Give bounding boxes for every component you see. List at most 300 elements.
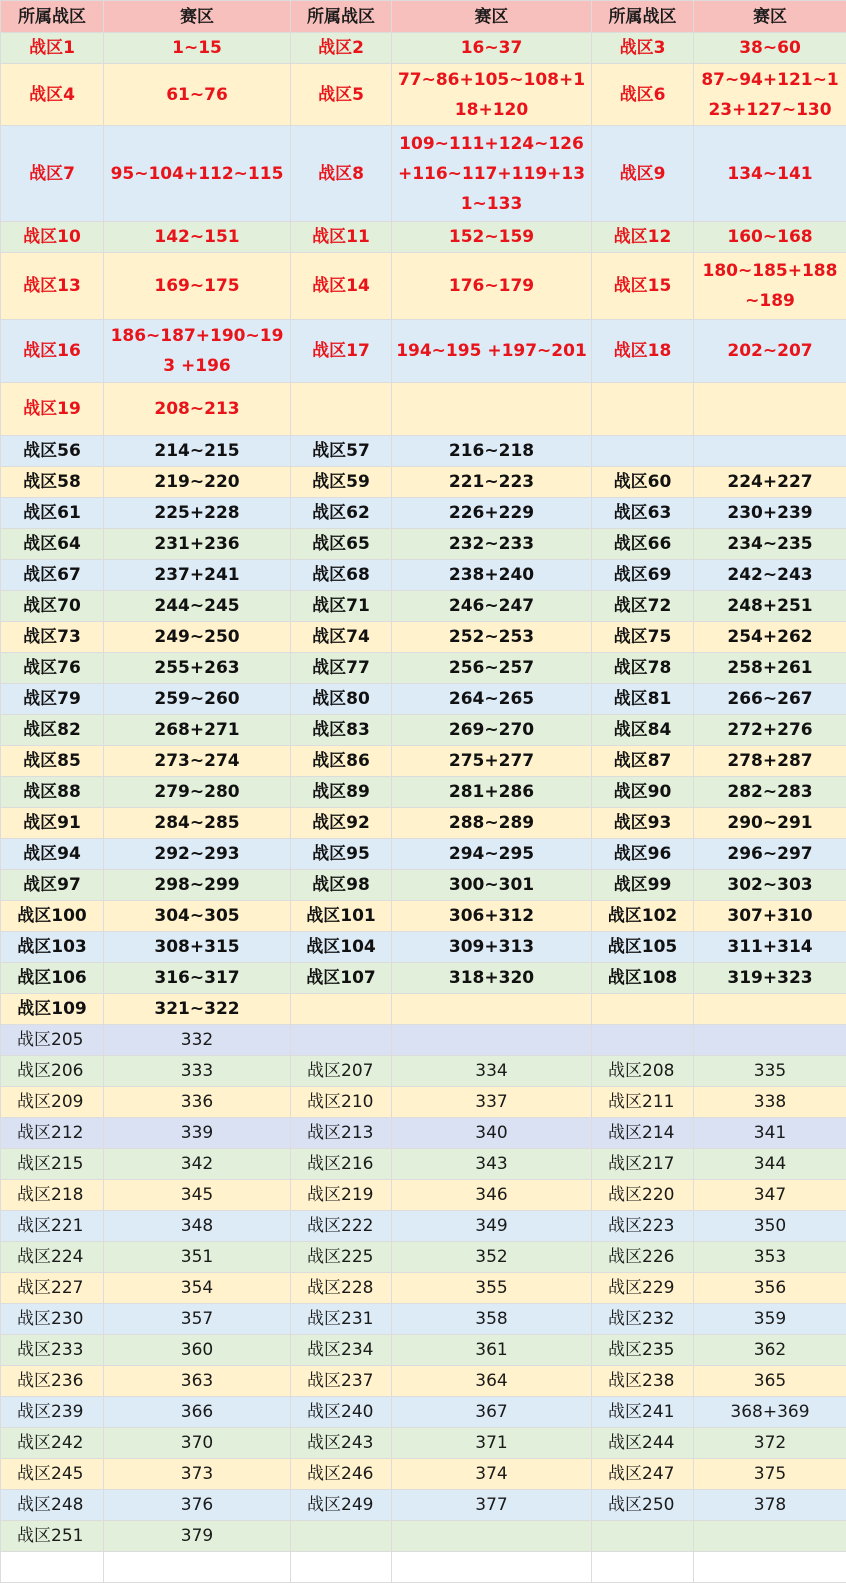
header-cell-area-1[interactable]: 赛区: [104, 1, 291, 33]
zone-cell[interactable]: 战区5: [291, 64, 392, 126]
zone-cell[interactable]: 战区227: [1, 1273, 104, 1304]
zone-cell[interactable]: 战区11: [291, 222, 392, 253]
area-cell[interactable]: 376: [104, 1490, 291, 1521]
area-cell[interactable]: 379: [104, 1521, 291, 1552]
area-cell[interactable]: 336: [104, 1087, 291, 1118]
area-cell[interactable]: 225+228: [104, 498, 291, 529]
area-cell[interactable]: 304~305: [104, 901, 291, 932]
area-cell[interactable]: 244~245: [104, 591, 291, 622]
area-cell[interactable]: 259~260: [104, 684, 291, 715]
area-cell[interactable]: 345: [104, 1180, 291, 1211]
zone-cell[interactable]: 战区109: [1, 994, 104, 1025]
area-cell[interactable]: 359: [694, 1304, 846, 1335]
zone-cell[interactable]: 战区12: [592, 222, 694, 253]
table-body: [1, 1, 846, 1583]
area-cell[interactable]: 219~220: [104, 467, 291, 498]
area-cell[interactable]: 180~185+188~189: [694, 253, 846, 320]
area-cell[interactable]: [694, 994, 846, 1025]
header-cell-zone-3[interactable]: 所属战区: [592, 1, 694, 33]
area-cell[interactable]: 338: [694, 1087, 846, 1118]
area-cell[interactable]: 366: [104, 1397, 291, 1428]
area-cell[interactable]: 246~247: [392, 591, 592, 622]
area-cell[interactable]: 368+369: [694, 1397, 846, 1428]
area-cell[interactable]: 357: [104, 1304, 291, 1335]
area-cell[interactable]: 282~283: [694, 777, 846, 808]
area-cell[interactable]: 275+277: [392, 746, 592, 777]
zone-cell[interactable]: [291, 1552, 392, 1583]
table-row: [1, 1397, 846, 1428]
area-cell[interactable]: 290~291: [694, 808, 846, 839]
area-cell[interactable]: 370: [104, 1428, 291, 1459]
table-row: [1, 1273, 846, 1304]
area-cell[interactable]: 281+286: [392, 777, 592, 808]
area-cell[interactable]: 356: [694, 1273, 846, 1304]
area-cell[interactable]: 176~179: [392, 253, 592, 320]
area-cell[interactable]: 340: [392, 1118, 592, 1149]
table-row: [1, 1180, 846, 1211]
area-cell[interactable]: 258+261: [694, 653, 846, 684]
zone-cell[interactable]: [592, 436, 694, 467]
zone-cell[interactable]: 战区242: [1, 1428, 104, 1459]
area-cell[interactable]: 361: [392, 1335, 592, 1366]
zone-cell[interactable]: 战区236: [1, 1366, 104, 1397]
zone-cell[interactable]: 战区59: [291, 467, 392, 498]
area-cell[interactable]: 252~253: [392, 622, 592, 653]
zone-cell[interactable]: 战区69: [592, 560, 694, 591]
zone-cell[interactable]: 战区214: [592, 1118, 694, 1149]
area-cell[interactable]: [694, 1552, 846, 1583]
zone-cell[interactable]: 战区238: [592, 1366, 694, 1397]
zone-cell[interactable]: 战区244: [592, 1428, 694, 1459]
area-cell[interactable]: 311+314: [694, 932, 846, 963]
zone-cell[interactable]: [291, 383, 392, 436]
zone-cell[interactable]: 战区101: [291, 901, 392, 932]
zone-cell[interactable]: 战区58: [1, 467, 104, 498]
zone-cell[interactable]: 战区246: [291, 1459, 392, 1490]
area-cell[interactable]: 224+227: [694, 467, 846, 498]
area-cell[interactable]: 269~270: [392, 715, 592, 746]
zone-cell[interactable]: 战区212: [1, 1118, 104, 1149]
zone-cell[interactable]: 战区248: [1, 1490, 104, 1521]
table-row: [1, 963, 846, 994]
zone-cell[interactable]: 战区234: [291, 1335, 392, 1366]
zone-cell[interactable]: 战区230: [1, 1304, 104, 1335]
table-row: [1, 33, 846, 64]
zone-cell[interactable]: 战区67: [1, 560, 104, 591]
zone-cell[interactable]: 战区225: [291, 1242, 392, 1273]
zone-cell[interactable]: 战区2: [291, 33, 392, 64]
zone-cell[interactable]: [592, 383, 694, 436]
area-cell[interactable]: 231+236: [104, 529, 291, 560]
zone-cell[interactable]: 战区78: [592, 653, 694, 684]
area-cell[interactable]: 346: [392, 1180, 592, 1211]
zone-cell[interactable]: 战区224: [1, 1242, 104, 1273]
area-cell[interactable]: 234~235: [694, 529, 846, 560]
area-cell[interactable]: 256~257: [392, 653, 592, 684]
zone-cell[interactable]: 战区104: [291, 932, 392, 963]
area-cell[interactable]: [694, 1521, 846, 1552]
area-cell[interactable]: 142~151: [104, 222, 291, 253]
table-row: [1, 1118, 846, 1149]
area-cell[interactable]: 264~265: [392, 684, 592, 715]
area-cell[interactable]: 334: [392, 1056, 592, 1087]
area-cell[interactable]: [392, 383, 592, 436]
area-cell[interactable]: 353: [694, 1242, 846, 1273]
area-cell[interactable]: 372: [694, 1428, 846, 1459]
table-row: [1, 436, 846, 467]
area-cell[interactable]: 169~175: [104, 253, 291, 320]
zone-cell[interactable]: 战区243: [291, 1428, 392, 1459]
zone-cell[interactable]: [592, 1025, 694, 1056]
area-cell[interactable]: 61~76: [104, 64, 291, 126]
zone-cell[interactable]: 战区4: [1, 64, 104, 126]
area-cell[interactable]: 152~159: [392, 222, 592, 253]
area-cell[interactable]: 358: [392, 1304, 592, 1335]
area-cell[interactable]: 194~195 +197~201: [392, 320, 592, 383]
area-cell[interactable]: 254+262: [694, 622, 846, 653]
area-cell[interactable]: 365: [694, 1366, 846, 1397]
area-cell[interactable]: 306+312: [392, 901, 592, 932]
area-cell[interactable]: 360: [104, 1335, 291, 1366]
zone-cell[interactable]: 战区72: [592, 591, 694, 622]
zone-cell[interactable]: 战区18: [592, 320, 694, 383]
zone-cell[interactable]: 战区83: [291, 715, 392, 746]
zone-cell[interactable]: 战区86: [291, 746, 392, 777]
area-cell[interactable]: 95~104+112~115: [104, 126, 291, 222]
zone-cell[interactable]: 战区245: [1, 1459, 104, 1490]
area-cell[interactable]: 302~303: [694, 870, 846, 901]
area-cell[interactable]: 347: [694, 1180, 846, 1211]
zone-cell[interactable]: 战区84: [592, 715, 694, 746]
table-row: [1, 467, 846, 498]
zone-cell[interactable]: 战区60: [592, 467, 694, 498]
zone-cell[interactable]: 战区92: [291, 808, 392, 839]
zone-cell[interactable]: 战区76: [1, 653, 104, 684]
area-cell[interactable]: 362: [694, 1335, 846, 1366]
zone-cell[interactable]: 战区8: [291, 126, 392, 222]
zone-cell[interactable]: 战区206: [1, 1056, 104, 1087]
area-cell[interactable]: 307+310: [694, 901, 846, 932]
area-cell[interactable]: 337: [392, 1087, 592, 1118]
zone-cell[interactable]: 战区81: [592, 684, 694, 715]
zone-cell[interactable]: [592, 1521, 694, 1552]
area-cell[interactable]: 294~295: [392, 839, 592, 870]
zone-cell[interactable]: 战区96: [592, 839, 694, 870]
area-cell[interactable]: 248+251: [694, 591, 846, 622]
zone-cell[interactable]: [291, 1025, 392, 1056]
area-cell[interactable]: 349: [392, 1211, 592, 1242]
area-cell[interactable]: 255+263: [104, 653, 291, 684]
area-cell[interactable]: 214~215: [104, 436, 291, 467]
zone-cell[interactable]: 战区79: [1, 684, 104, 715]
area-cell[interactable]: 375: [694, 1459, 846, 1490]
zone-cell[interactable]: 战区219: [291, 1180, 392, 1211]
zone-cell[interactable]: 战区7: [1, 126, 104, 222]
table-row: [1, 1211, 846, 1242]
zone-cell[interactable]: 战区57: [291, 436, 392, 467]
zone-cell[interactable]: 战区217: [592, 1149, 694, 1180]
table-row: [1, 777, 846, 808]
area-cell[interactable]: 272+276: [694, 715, 846, 746]
header-cell-area-3[interactable]: 赛区: [694, 1, 846, 33]
zone-cell[interactable]: 战区216: [291, 1149, 392, 1180]
zone-cell[interactable]: 战区232: [592, 1304, 694, 1335]
zone-cell[interactable]: 战区208: [592, 1056, 694, 1087]
zone-cell[interactable]: 战区105: [592, 932, 694, 963]
zone-cell[interactable]: 战区66: [592, 529, 694, 560]
area-cell[interactable]: 288~289: [392, 808, 592, 839]
area-cell[interactable]: 221~223: [392, 467, 592, 498]
zone-cell[interactable]: 战区15: [592, 253, 694, 320]
area-cell[interactable]: 230+239: [694, 498, 846, 529]
zone-cell[interactable]: 战区68: [291, 560, 392, 591]
zone-cell[interactable]: 战区102: [592, 901, 694, 932]
area-cell[interactable]: 343: [392, 1149, 592, 1180]
area-cell[interactable]: 341: [694, 1118, 846, 1149]
zone-cell[interactable]: 战区95: [291, 839, 392, 870]
zone-cell[interactable]: 战区229: [592, 1273, 694, 1304]
area-cell[interactable]: 186~187+190~193 +196: [104, 320, 291, 383]
area-cell[interactable]: 352: [392, 1242, 592, 1273]
area-cell[interactable]: 38~60: [694, 33, 846, 64]
zone-cell[interactable]: 战区85: [1, 746, 104, 777]
area-cell[interactable]: 77~86+105~108+118+120: [392, 64, 592, 126]
zone-cell[interactable]: 战区228: [291, 1273, 392, 1304]
zone-cell[interactable]: 战区98: [291, 870, 392, 901]
zone-cell[interactable]: 战区1: [1, 33, 104, 64]
area-cell[interactable]: 226+229: [392, 498, 592, 529]
zone-cell[interactable]: 战区77: [291, 653, 392, 684]
table-row: [1, 932, 846, 963]
zone-cell[interactable]: 战区222: [291, 1211, 392, 1242]
zone-cell[interactable]: 战区210: [291, 1087, 392, 1118]
zone-cell[interactable]: 战区240: [291, 1397, 392, 1428]
area-cell[interactable]: 351: [104, 1242, 291, 1273]
area-cell[interactable]: 284~285: [104, 808, 291, 839]
table-row: [1, 994, 846, 1025]
area-cell[interactable]: 332: [104, 1025, 291, 1056]
area-cell[interactable]: 238+240: [392, 560, 592, 591]
area-cell[interactable]: 363: [104, 1366, 291, 1397]
area-cell[interactable]: 335: [694, 1056, 846, 1087]
area-cell[interactable]: 354: [104, 1273, 291, 1304]
zone-cell[interactable]: 战区9: [592, 126, 694, 222]
zone-cell[interactable]: 战区94: [1, 839, 104, 870]
area-cell[interactable]: 355: [392, 1273, 592, 1304]
table-row: [1, 839, 846, 870]
zone-cell[interactable]: 战区108: [592, 963, 694, 994]
area-cell[interactable]: 364: [392, 1366, 592, 1397]
area-cell[interactable]: 273~274: [104, 746, 291, 777]
area-cell[interactable]: 278+287: [694, 746, 846, 777]
zone-cell[interactable]: 战区71: [291, 591, 392, 622]
zone-cell[interactable]: 战区100: [1, 901, 104, 932]
area-cell[interactable]: [392, 1552, 592, 1583]
area-cell[interactable]: 339: [104, 1118, 291, 1149]
area-cell[interactable]: 344: [694, 1149, 846, 1180]
zone-cell[interactable]: 战区106: [1, 963, 104, 994]
area-cell[interactable]: 216~218: [392, 436, 592, 467]
table-row: [1, 560, 846, 591]
area-cell[interactable]: 318+320: [392, 963, 592, 994]
area-cell[interactable]: 208~213: [104, 383, 291, 436]
zone-cell[interactable]: 战区220: [592, 1180, 694, 1211]
zone-cell[interactable]: 战区61: [1, 498, 104, 529]
area-cell[interactable]: 292~293: [104, 839, 291, 870]
zone-cell[interactable]: [291, 1521, 392, 1552]
area-cell[interactable]: [392, 994, 592, 1025]
zone-cell[interactable]: 战区205: [1, 1025, 104, 1056]
zone-cell[interactable]: 战区14: [291, 253, 392, 320]
area-cell[interactable]: 377: [392, 1490, 592, 1521]
zone-cell[interactable]: 战区64: [1, 529, 104, 560]
area-cell[interactable]: [104, 1552, 291, 1583]
zone-cell[interactable]: 战区87: [592, 746, 694, 777]
zone-cell[interactable]: 战区215: [1, 1149, 104, 1180]
header-row: [1, 1, 846, 33]
zone-cell[interactable]: 战区91: [1, 808, 104, 839]
zone-cell[interactable]: 战区17: [291, 320, 392, 383]
area-cell[interactable]: 232~233: [392, 529, 592, 560]
table-row: [1, 1366, 846, 1397]
area-cell[interactable]: 348: [104, 1211, 291, 1242]
zone-cell[interactable]: [291, 994, 392, 1025]
area-cell[interactable]: 308+315: [104, 932, 291, 963]
area-cell[interactable]: 316~317: [104, 963, 291, 994]
area-cell[interactable]: 266~267: [694, 684, 846, 715]
zone-cell[interactable]: 战区107: [291, 963, 392, 994]
area-cell[interactable]: 333: [104, 1056, 291, 1087]
zone-cell[interactable]: 战区237: [291, 1366, 392, 1397]
area-cell[interactable]: 300~301: [392, 870, 592, 901]
table-row: [1, 498, 846, 529]
zone-cell[interactable]: [592, 994, 694, 1025]
zone-cell[interactable]: [592, 1552, 694, 1583]
area-cell[interactable]: [694, 436, 846, 467]
area-cell[interactable]: 1~15: [104, 33, 291, 64]
table-row: [1, 1149, 846, 1180]
zone-cell[interactable]: [1, 1552, 104, 1583]
zone-cell[interactable]: 战区207: [291, 1056, 392, 1087]
zone-cell[interactable]: 战区226: [592, 1242, 694, 1273]
area-cell[interactable]: [392, 1025, 592, 1056]
zone-cell[interactable]: 战区235: [592, 1335, 694, 1366]
table-row: [1, 1087, 846, 1118]
zone-cell[interactable]: 战区209: [1, 1087, 104, 1118]
area-cell[interactable]: 319+323: [694, 963, 846, 994]
zone-cell[interactable]: 战区74: [291, 622, 392, 653]
zone-cell[interactable]: 战区88: [1, 777, 104, 808]
area-cell[interactable]: 249~250: [104, 622, 291, 653]
zone-cell[interactable]: 战区3: [592, 33, 694, 64]
table-row: [1, 1335, 846, 1366]
area-cell[interactable]: 374: [392, 1459, 592, 1490]
area-cell[interactable]: [694, 383, 846, 436]
zone-cell[interactable]: 战区233: [1, 1335, 104, 1366]
zone-cell[interactable]: 战区239: [1, 1397, 104, 1428]
area-cell[interactable]: 268+271: [104, 715, 291, 746]
table-row: [1, 1459, 846, 1490]
zone-cell[interactable]: 战区70: [1, 591, 104, 622]
zone-cell[interactable]: 战区211: [592, 1087, 694, 1118]
area-cell[interactable]: [694, 1025, 846, 1056]
table-row: [1, 529, 846, 560]
table-row: [1, 746, 846, 777]
area-cell[interactable]: 321~322: [104, 994, 291, 1025]
table-row: [1, 622, 846, 653]
zone-cell[interactable]: 战区231: [291, 1304, 392, 1335]
area-cell[interactable]: [392, 1521, 592, 1552]
area-cell[interactable]: 202~207: [694, 320, 846, 383]
zone-cell[interactable]: 战区250: [592, 1490, 694, 1521]
zone-cell[interactable]: 战区241: [592, 1397, 694, 1428]
table-row: [1, 383, 846, 436]
area-cell[interactable]: 367: [392, 1397, 592, 1428]
zone-cell[interactable]: 战区62: [291, 498, 392, 529]
zone-cell[interactable]: 战区56: [1, 436, 104, 467]
area-cell[interactable]: 371: [392, 1428, 592, 1459]
area-cell[interactable]: 237+241: [104, 560, 291, 591]
zone-cell[interactable]: 战区6: [592, 64, 694, 126]
table-row: [1, 253, 846, 320]
area-cell[interactable]: 16~37: [392, 33, 592, 64]
zone-cell[interactable]: 战区103: [1, 932, 104, 963]
zone-cell[interactable]: 战区213: [291, 1118, 392, 1149]
area-cell[interactable]: 373: [104, 1459, 291, 1490]
area-cell[interactable]: 279~280: [104, 777, 291, 808]
zone-cell[interactable]: 战区73: [1, 622, 104, 653]
zone-cell[interactable]: 战区97: [1, 870, 104, 901]
area-cell[interactable]: 350: [694, 1211, 846, 1242]
zone-cell[interactable]: 战区93: [592, 808, 694, 839]
zone-cell[interactable]: 战区223: [592, 1211, 694, 1242]
header-cell-zone-2[interactable]: 所属战区: [291, 1, 392, 33]
area-cell[interactable]: 298~299: [104, 870, 291, 901]
zone-cell[interactable]: 战区65: [291, 529, 392, 560]
table-row: [1, 684, 846, 715]
area-cell[interactable]: 109~111+124~126+116~117+119+131~133: [392, 126, 592, 222]
zone-cell[interactable]: 战区251: [1, 1521, 104, 1552]
zone-cell[interactable]: 战区13: [1, 253, 104, 320]
zone-cell[interactable]: 战区16: [1, 320, 104, 383]
area-cell[interactable]: 342: [104, 1149, 291, 1180]
header-cell-area-2[interactable]: 赛区: [392, 1, 592, 33]
zone-cell[interactable]: 战区82: [1, 715, 104, 746]
zone-cell[interactable]: 战区249: [291, 1490, 392, 1521]
zone-cell[interactable]: 战区247: [592, 1459, 694, 1490]
zone-cell[interactable]: 战区90: [592, 777, 694, 808]
area-cell[interactable]: 309+313: [392, 932, 592, 963]
area-cell[interactable]: 242~243: [694, 560, 846, 591]
area-cell[interactable]: 160~168: [694, 222, 846, 253]
zone-cell[interactable]: 战区10: [1, 222, 104, 253]
area-cell[interactable]: 134~141: [694, 126, 846, 222]
table-row: [1, 126, 846, 222]
zone-cell[interactable]: 战区75: [592, 622, 694, 653]
zone-cell[interactable]: 战区89: [291, 777, 392, 808]
area-cell[interactable]: 296~297: [694, 839, 846, 870]
header-cell-zone-1[interactable]: 所属战区: [1, 1, 104, 33]
zone-cell[interactable]: 战区80: [291, 684, 392, 715]
area-cell[interactable]: 87~94+121~123+127~130: [694, 64, 846, 126]
zone-cell[interactable]: 战区99: [592, 870, 694, 901]
area-cell[interactable]: 378: [694, 1490, 846, 1521]
table-row: [1, 1025, 846, 1056]
zone-cell[interactable]: 战区221: [1, 1211, 104, 1242]
zone-cell[interactable]: 战区19: [1, 383, 104, 436]
zone-cell[interactable]: 战区63: [592, 498, 694, 529]
zone-cell[interactable]: 战区218: [1, 1180, 104, 1211]
